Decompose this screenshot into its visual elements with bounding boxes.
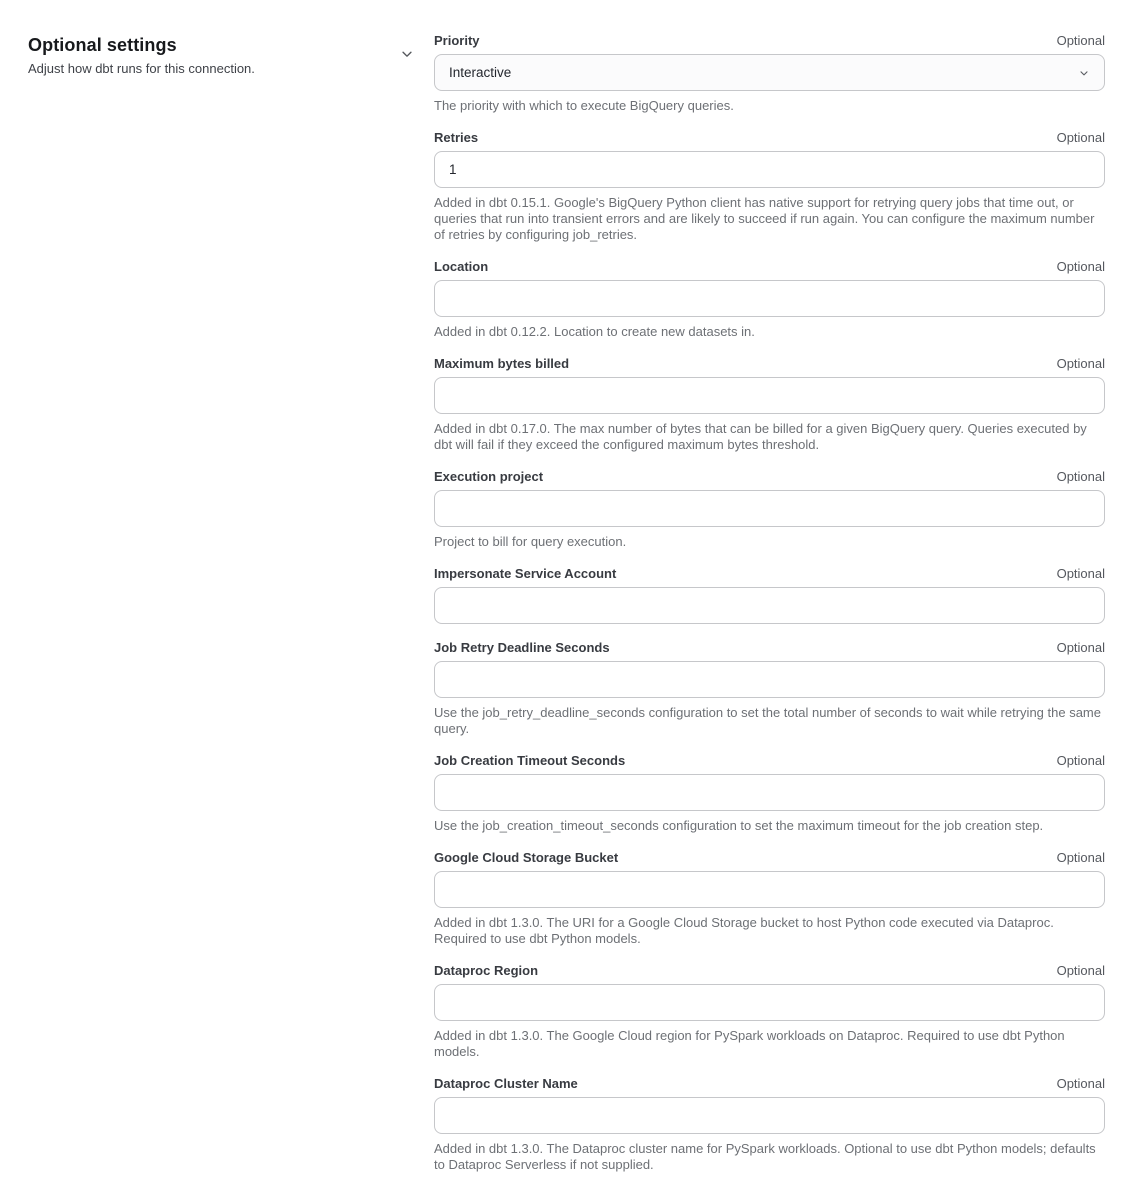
optional-badge: Optional [1056,566,1105,581]
field-label: Google Cloud Storage Bucket [434,850,619,865]
field-head [434,640,1105,656]
field-label: Priority [434,33,480,48]
field-priority [434,33,1105,114]
optional-badge: Optional [1056,130,1105,145]
section-header-text [28,34,255,77]
priority-select[interactable] [434,54,1105,91]
dataproc-region-input[interactable] [434,984,1105,1021]
job-creation-timeout-seconds-input[interactable] [434,774,1105,811]
field-label: Retries [434,130,479,145]
field-help-text: Added in dbt 0.17.0. The max number of bytes that can be billed for a given BigQuery query. Queries executed by dbt will fail if they exceed the configured maximum bytes threshold. [434,421,1087,452]
field-dataproc-cluster-name [434,1076,1105,1173]
field-head [434,963,1105,979]
optional-badge: Optional [1056,1076,1105,1091]
field-help-text: Use the job_creation_timeout_seconds configuration to set the maximum timeout for the job creation step. [434,818,1044,833]
field-label: Dataproc Cluster Name [434,1076,578,1091]
field-head [434,1076,1105,1092]
section-title: Optional settings [28,35,177,55]
optional-settings-section-header [0,0,434,77]
field-help-text: Use the job_retry_deadline_seconds configuration to set the total number of seconds to wait while retrying the same query. [434,705,1101,736]
field-head [434,469,1105,485]
execution-project-input[interactable] [434,490,1105,527]
field-retries [434,130,1105,243]
field-head [434,130,1105,146]
job-retry-deadline-seconds-input[interactable] [434,661,1105,698]
field-help-text: Added in dbt 0.15.1. Google's BigQuery Python client has native support for retrying query jobs that time out, or queries that run into transient errors and are likely to succeed if run again. You can configure the maximum number of retries by configuring job_retries. [434,195,1095,242]
section-collapse-chevron-icon[interactable] [400,47,414,61]
impersonate-service-account-input[interactable] [434,587,1105,624]
field-maximum-bytes-billed [434,356,1105,453]
maximum-bytes-billed-input[interactable] [434,377,1105,414]
field-label: Maximum bytes billed [434,356,570,371]
field-label: Job Retry Deadline Seconds [434,640,610,655]
chevron-down-icon [1078,67,1090,79]
dataproc-cluster-name-input[interactable] [434,1097,1105,1134]
location-input[interactable] [434,280,1105,317]
field-help-text: Added in dbt 0.12.2. Location to create new datasets in. [434,324,755,339]
field-label: Location [434,259,489,274]
optional-badge: Optional [1056,963,1105,978]
field-head [434,753,1105,769]
optional-badge: Optional [1056,640,1105,655]
select-value: Interactive [449,65,512,80]
field-head [434,850,1105,866]
optional-badge: Optional [1056,356,1105,371]
field-label: Job Creation Timeout Seconds [434,753,626,768]
fields-list [434,0,1105,1189]
field-job-creation-timeout-seconds [434,753,1105,834]
field-head [434,566,1105,582]
field-help-text: Added in dbt 1.3.0. The Dataproc cluster name for PySpark workloads. Optional to use dbt Python models; defaults to Dataproc Serverless if not supplied. [434,1141,1096,1172]
field-help-text: The priority with which to execute BigQuery queries. [434,98,734,113]
field-head [434,33,1105,49]
optional-badge: Optional [1056,753,1105,768]
field-label: Execution project [434,469,544,484]
field-location [434,259,1105,340]
field-google-cloud-storage-bucket [434,850,1105,947]
field-help-text: Added in dbt 1.3.0. The Google Cloud region for PySpark workloads on Dataproc. Required to use dbt Python models. [434,1028,1065,1059]
field-label: Dataproc Region [434,963,539,978]
field-head [434,259,1105,275]
google-cloud-storage-bucket-input[interactable] [434,871,1105,908]
field-execution-project [434,469,1105,550]
field-job-retry-deadline-seconds [434,640,1105,737]
field-label: Impersonate Service Account [434,566,617,581]
field-help-text: Added in dbt 1.3.0. The URI for a Google Cloud Storage bucket to host Python code executed via Dataproc. Required to use dbt Python models. [434,915,1054,946]
optional-badge: Optional [1056,259,1105,274]
section-subtitle: Adjust how dbt runs for this connection. [28,61,255,76]
field-impersonate-service-account [434,566,1105,624]
optional-badge: Optional [1056,850,1105,865]
field-head [434,356,1105,372]
optional-badge: Optional [1056,33,1105,48]
field-dataproc-region [434,963,1105,1060]
retries-input[interactable] [434,151,1105,188]
field-help-text: Project to bill for query execution. [434,534,627,549]
optional-badge: Optional [1056,469,1105,484]
